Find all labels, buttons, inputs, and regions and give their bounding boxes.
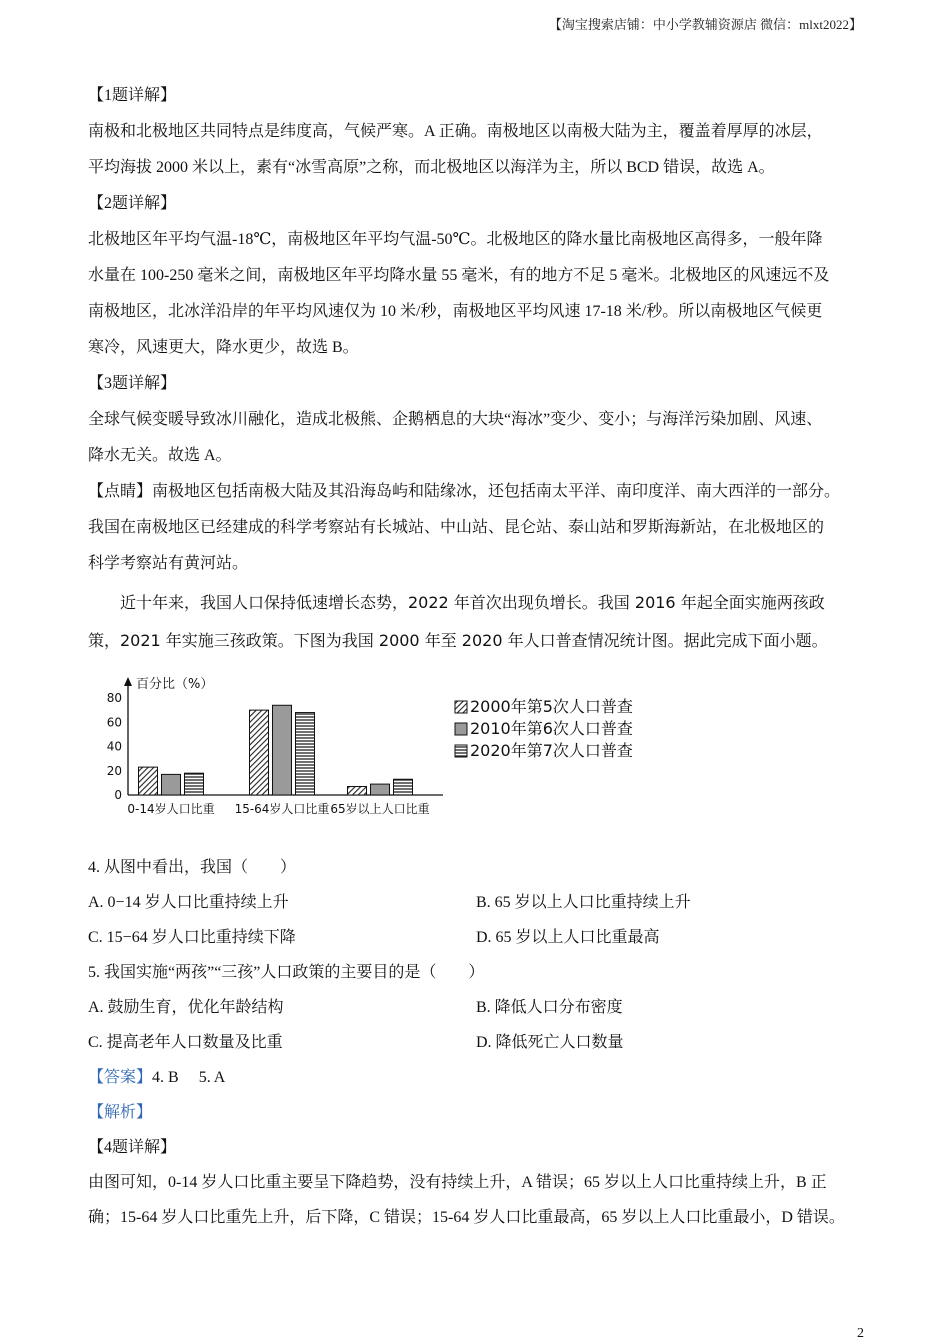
bar [273, 705, 292, 795]
paragraph-line: 平均海拔 2000 米以上，素有“冰雪高原”之称，而北极地区以海洋为主，所以 BCD 错误，故选 A。 [88, 159, 775, 176]
paragraph-line: 北极地区年平均气温-18℃，南极地区年平均气温-50℃。北极地区的降水量比南极地区高得多，一般年降 [88, 231, 823, 248]
analysis-label: 【解析】 [88, 1104, 153, 1121]
option-5c[interactable]: C. 提高老年人口数量及比重 [88, 1034, 283, 1051]
paragraph-line: 降水无关。故选 A。 [88, 447, 232, 464]
y-tick-label: 40 [106, 739, 122, 754]
y-tick-label: 80 [106, 691, 122, 705]
chart-svg [88, 674, 648, 824]
question-4-stem: 4. 从图中看出，我国（ ） [88, 859, 297, 876]
paragraph-line: 寒冷，风速更大，降水更少，故选 B。 [88, 339, 359, 356]
paragraph-line: 确；15-64 岁人口比重先上升，后下降，C 错误；15-64 岁人口比重最高，65 岁以上人口比重最小，D 错误。 [88, 1209, 845, 1226]
intro-line: 近十年来，我国人口保持低速增长态势，2022 年首次出现负增长。我国 2016 年起全面实施两孩政 [120, 593, 825, 612]
y-tick-label: 20 [106, 763, 122, 778]
option-4d[interactable]: D. 65 岁以上人口比重最高 [476, 929, 660, 946]
bar [394, 779, 413, 795]
paragraph-line: 水量在 100-250 毫米之间，南极地区年平均降水量 55 毫米，有的地方不足 5 毫米。北极地区的风速远不及 [88, 267, 830, 284]
y-axis-label: 百分比（%） [136, 677, 214, 692]
header-watermark: 【淘宝搜索店铺：中小学教辅资源店 微信：mlxt2022】 [548, 17, 862, 32]
section-heading-q2: 【2题详解】 [88, 195, 177, 212]
question-5-options-row [88, 1025, 878, 1060]
paragraph-line: 全球气候变暖导致冰川融化，造成北极熊、企鹅栖息的大块“海冰”变少、变小；与海洋污染加剧、风速、 [88, 411, 823, 428]
paragraph-line: 南极和北极地区共同特点是纬度高，气候严寒。A 正确。南极地区以南极大陆为主，覆盖着厚厚的冰层， [88, 123, 823, 140]
option-4a[interactable]: A. 0−14 岁人口比重持续上升 [88, 894, 289, 911]
bar [162, 774, 181, 795]
section-heading-q3: 【3题详解】 [88, 375, 177, 392]
bar [185, 773, 204, 795]
section-heading-q1: 【1题详解】 [88, 87, 177, 104]
question-5-stem: 5. 我国实施“两孩”“三孩”人口政策的主要目的是（ ） [88, 964, 485, 981]
y-tick-label: 60 [106, 715, 122, 730]
question-4-options-row [88, 920, 878, 955]
option-5d[interactable]: D. 降低死亡人口数量 [476, 1034, 624, 1051]
intro-line: 策，2021 年实施三孩政策。下图为我国 2000 年至 2020 年人口普查情况统计图。据此完成下面小题。 [88, 631, 828, 650]
legend-swatch [455, 745, 467, 757]
option-5b[interactable]: B. 降低人口分布密度 [476, 999, 623, 1016]
y-axis-arrow [124, 677, 132, 686]
bar [296, 713, 315, 795]
section-heading-q4: 【4题详解】 [88, 1139, 177, 1156]
question-5-options-row [88, 990, 878, 1025]
bar [348, 787, 367, 795]
x-category-label: 65岁以上人口比重 [330, 802, 430, 816]
page-number: 2 [857, 1326, 864, 1341]
legend-entry: 2000年第5次人口普查 [470, 697, 633, 716]
option-4c[interactable]: C. 15−64 岁人口比重持续下降 [88, 929, 296, 946]
legend-entry: 2010年第6次人口普查 [470, 719, 633, 738]
option-5a[interactable]: A. 鼓励生育，优化年龄结构 [88, 999, 284, 1016]
page-body [88, 78, 878, 1235]
answer-label: 【答案】 [88, 1069, 153, 1086]
population-chart [88, 674, 648, 824]
paragraph-line: 我国在南极地区已经建成的科学考察站有长城站、中山站、昆仑站、泰山站和罗斯海新站，在北极地区的 [88, 519, 825, 536]
answer-line [88, 1060, 878, 1095]
paragraph-line: 南极地区，北冰洋沿岸的年平均风速仅为 10 米/秒，南极地区平均风速 17-18 米/秒。所以南极地区气候更 [88, 303, 823, 320]
key-point-line: 【点睛】南极地区包括南极大陆及其沿海岛屿和陆缘冰，还包括南太平洋、南印度洋、南大西洋的一部分。 [88, 483, 841, 500]
explanation-block-1 [88, 78, 878, 582]
answer-text: 4. B 5. A [152, 1069, 226, 1086]
x-category-label: 0-14岁人口比重 [127, 802, 215, 816]
x-category-label: 15-64岁人口比重 [234, 802, 330, 816]
paragraph-line: 科学考察站有黄河站。 [88, 555, 249, 572]
legend-swatch [455, 723, 467, 735]
bar [139, 767, 158, 795]
y-tick-label: 0 [114, 788, 122, 802]
question-4-options-row [88, 885, 878, 920]
option-4b[interactable]: B. 65 岁以上人口比重持续上升 [476, 894, 691, 911]
bar [371, 784, 390, 795]
question-block [88, 850, 878, 1235]
bar [250, 710, 269, 795]
legend-swatch [455, 701, 467, 713]
paragraph-line: 由图可知，0-14 岁人口比重主要呈下降趋势，没有持续上升，A 错误；65 岁以上人口比重持续上升，B 正 [88, 1174, 827, 1191]
legend-entry: 2020年第7次人口普查 [470, 741, 633, 760]
